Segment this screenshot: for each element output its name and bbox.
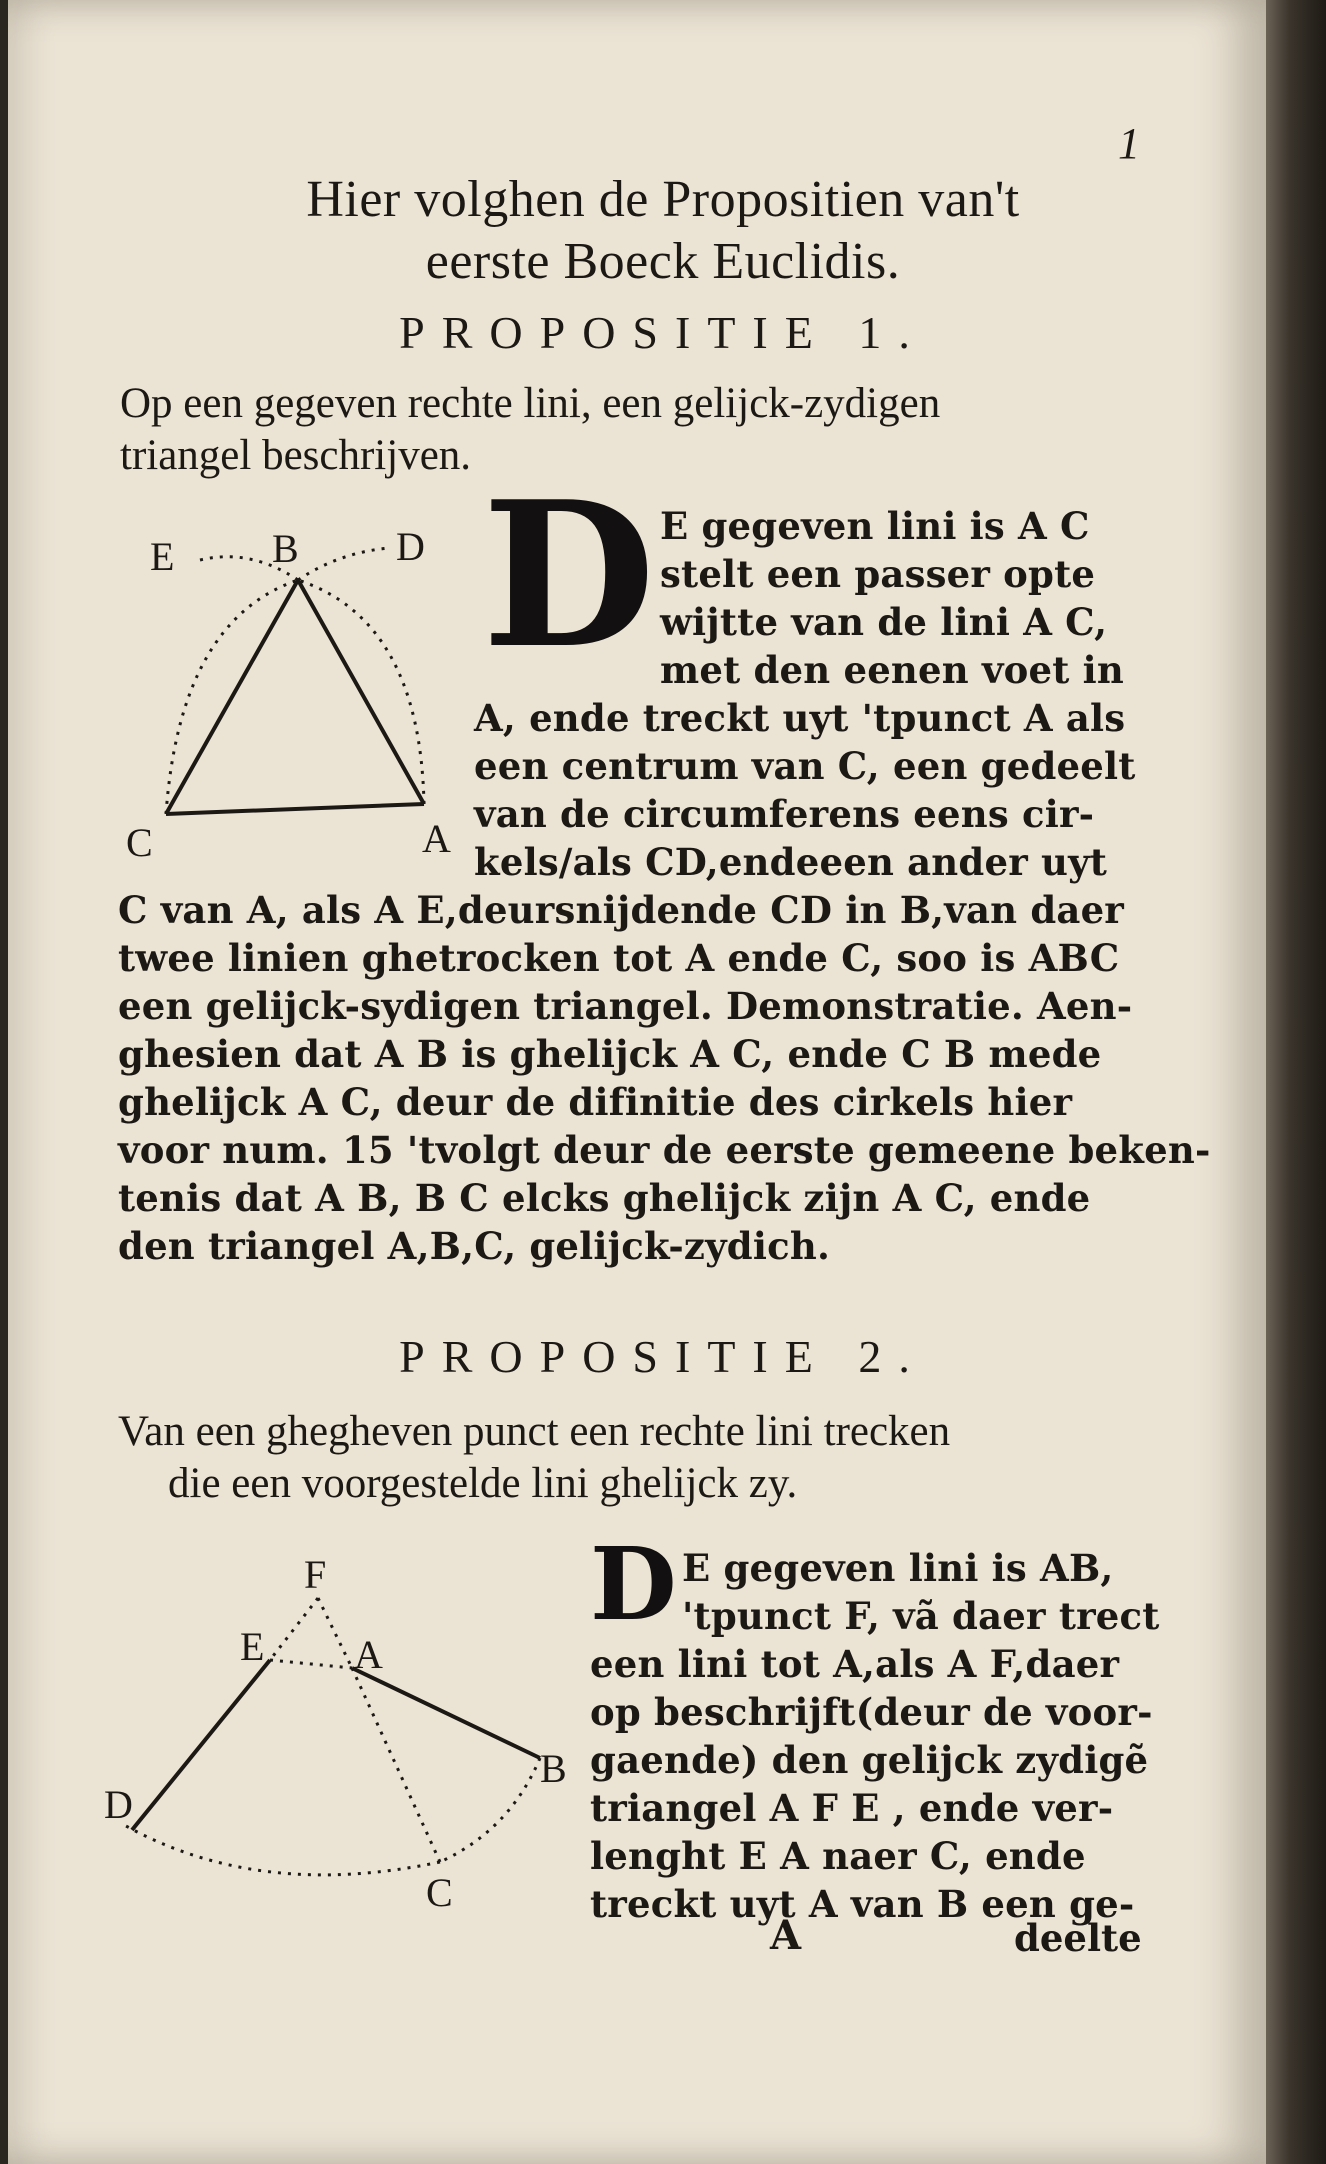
prop2-body-line-1: E gegeven lini is AB,: [682, 1546, 1114, 1590]
prop1-body-line-12: ghesien dat A B is ghelijck A C, ende C B mede: [118, 1032, 1102, 1076]
prop2-body-line-2: 'tpunct F, vã daer trect: [682, 1594, 1160, 1638]
prop2-body-line-3: een lini tot A,als A F,daer: [590, 1642, 1120, 1686]
proposition-1-title: PROPOSITIE 1.: [399, 307, 927, 358]
prop1-body-line-14: voor num. 15 'tvolgt deur de eerste gemeene beken-: [118, 1128, 1211, 1172]
prop2-label-a: A: [354, 1632, 383, 1677]
prop1-label-a: A: [422, 816, 451, 861]
prop1-body-line-11: een gelijck-sydigen triangel. Demonstratie. Aen-: [118, 984, 1133, 1028]
prop2-label-f: F: [304, 1552, 327, 1597]
prop1-label-b: B: [272, 526, 299, 571]
prop1-body-line-3: wijtte van de lini A C,: [660, 600, 1108, 644]
prop2-line-ed: [132, 1660, 270, 1830]
prop2-arc-bc: [440, 1758, 540, 1862]
prop2-label-b: B: [540, 1746, 567, 1791]
prop1-body-line-5: A, ende treckt uyt 'tpunct A als: [474, 696, 1126, 740]
proposition-2-dropcap: D: [590, 1525, 677, 1643]
signature-mark: A: [770, 1912, 802, 1959]
prop2-line-ab: [352, 1668, 540, 1758]
prop2-body-line-8: treckt uyt A van B een ge-: [590, 1882, 1135, 1926]
prop1-body-line-8: kels/als CD,endeeen ander uyt: [474, 840, 1108, 884]
prop2-label-c: C: [426, 1870, 453, 1915]
prop1-body-line-7: van de circumferens eens cir-: [474, 792, 1095, 836]
prop1-body-line-13: ghelijck A C, deur de difinitie des cirkels hier: [118, 1080, 1073, 1124]
proposition-2-title: PROPOSITIE 2.: [399, 1331, 927, 1382]
prop1-label-d: D: [396, 524, 425, 569]
folio-number: 1: [1118, 119, 1140, 168]
prop1-body-line-10: twee linien ghetrocken tot A ende C, soo is ABC: [118, 936, 1120, 980]
proposition-2-statement-line-1: Van een ghegheven punct een rechte lini trecken: [118, 1408, 951, 1455]
prop2-label-d: D: [104, 1782, 133, 1827]
prop1-body-line-6: een centrum van C, een gedeelt: [474, 744, 1136, 788]
prop1-body-line-16: den triangel A,B,C, gelijck-zydich.: [118, 1224, 831, 1268]
prop1-body-line-1: E gegeven lini is A C: [660, 504, 1090, 548]
prop1-body-line-4: met den eenen voet in: [660, 648, 1125, 692]
prop2-body-line-7: lenght E A naer C, ende: [590, 1834, 1086, 1878]
prop1-label-e: E: [150, 534, 175, 579]
proposition-2-statement-line-2: die een voorgestelde lini ghelijck zy.: [168, 1460, 798, 1507]
prop2-arc-cd: [126, 1826, 440, 1875]
page-heading-line-1: Hier volghen de Propositien van't: [306, 171, 1020, 228]
prop2-body-line-5: gaende) den gelijck zydigẽ: [590, 1738, 1149, 1782]
prop2-body-line-6: triangel A F E , ende ver-: [590, 1786, 1114, 1830]
proposition-1-statement-line-1: Op een gegeven rechte lini, een gelijck-zydigen: [120, 380, 941, 427]
catchword: deelte: [1014, 1916, 1142, 1960]
prop1-body-line-15: tenis dat A B, B C elcks ghelijck zijn A C, ende: [118, 1176, 1091, 1220]
prop2-label-e: E: [240, 1624, 265, 1669]
proposition-1-statement-line-2: triangel beschrijven.: [120, 432, 472, 479]
proposition-1-dropcap: D: [482, 458, 656, 693]
prop1-body-line-2: stelt een passer opte: [660, 552, 1096, 596]
prop1-body-line-9: C van A, als A E,deursnijdende CD in B,van daer: [118, 888, 1124, 932]
prop2-body-line-4: op beschrijft(deur de voor-: [590, 1690, 1153, 1734]
prop1-label-c: C: [126, 820, 153, 865]
page-heading-line-2: eerste Boeck Euclidis.: [425, 233, 901, 290]
